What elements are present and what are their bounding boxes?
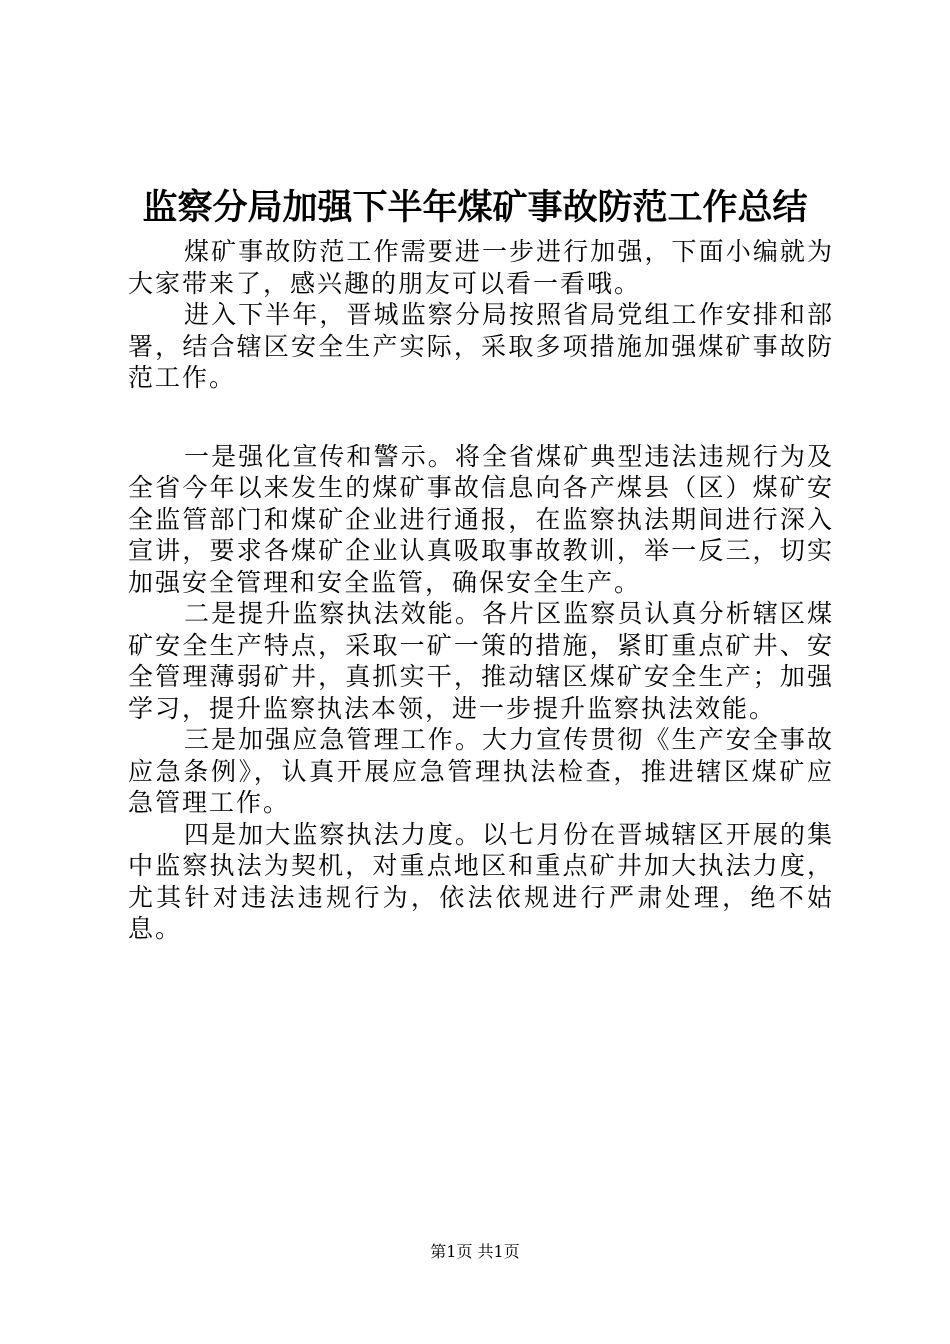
paragraph-point-3: 三是加强应急管理工作。大力宣传贯彻《生产安全事故应急条例》，认真开展应急管理执法检查，推进辖区煤矿应急管理工作。 bbox=[128, 725, 834, 817]
paragraph-point-1: 一是强化宣传和警示。将全省煤矿典型违法违规行为及全省今年以来发生的煤矿事故信息向各产煤县（区）煤矿安全监管部门和煤矿企业进行通报，在监察执法期间进行深入宣讲，要求各煤矿企业认真吸取事故教训，举一反三，切实加强安全管理和安全监管，确保安全生产。 bbox=[128, 441, 834, 597]
paragraph-point-2: 二是提升监察执法效能。各片区监察员认真分析辖区煤矿安全生产特点，采取一矿一策的措施，紧盯重点矿井、安全管理薄弱矿井，真抓实干，推动辖区煤矿安全生产；加强学习，提升监察执法本领，进一步提升监察执法效能。 bbox=[128, 599, 834, 723]
document-title: 监察分局加强下半年煤矿事故防范工作总结 bbox=[142, 187, 808, 228]
paragraph-intro: 煤矿事故防范工作需要进一步进行加强，下面小编就为大家带来了，感兴趣的朋友可以看一看哦。 bbox=[128, 237, 834, 298]
page-footer: 第1页 共1页 bbox=[430, 1242, 520, 1261]
paragraph-point-4: 四是加大监察执法力度。以七月份在晋城辖区开展的集中监察执法为契机，对重点地区和重点矿井加大执法力度，尤其针对违法违规行为，依法依规进行严肃处理，绝不姑息。 bbox=[128, 819, 834, 943]
document-body bbox=[128, 236, 834, 945]
paragraph-spacer bbox=[128, 394, 834, 441]
paragraph-overview: 进入下半年，晋城监察分局按照省局党组工作安排和部署，结合辖区安全生产实际，采取多项措施加强煤矿事故防范工作。 bbox=[128, 300, 834, 392]
